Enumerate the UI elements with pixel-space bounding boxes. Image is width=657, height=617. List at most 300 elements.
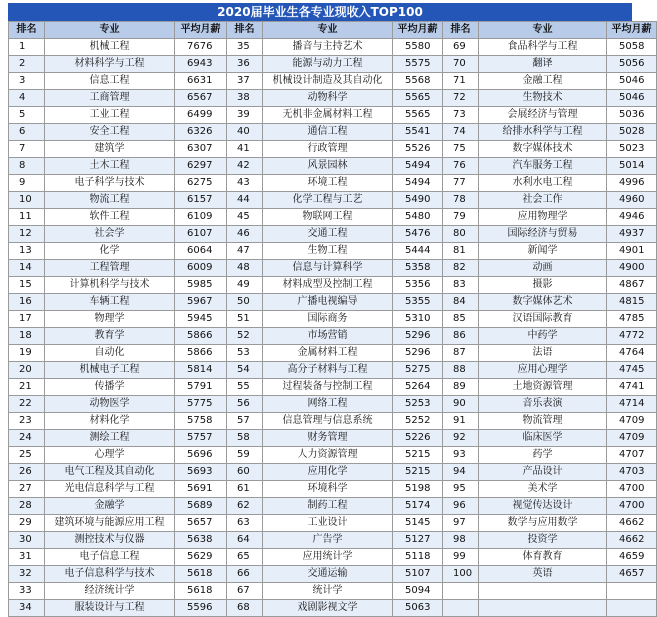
salary-cell: 5127 [393, 532, 443, 549]
rank-cell: 61 [227, 481, 263, 498]
rank-cell: 47 [227, 243, 263, 260]
rank-cell: 79 [443, 209, 479, 226]
salary-cell: 5058 [607, 39, 657, 56]
salary-cell: 4745 [607, 362, 657, 379]
table-row [9, 56, 657, 73]
rank-cell: 24 [9, 430, 45, 447]
table-row [9, 566, 657, 583]
salary-table [8, 21, 657, 617]
rank-cell: 69 [443, 39, 479, 56]
rank-cell: 45 [227, 209, 263, 226]
major-cell: 软件工程 [45, 209, 175, 226]
major-cell: 教育学 [45, 328, 175, 345]
rank-cell: 50 [227, 294, 263, 311]
salary-cell: 4709 [607, 430, 657, 447]
table-row [9, 175, 657, 192]
rank-cell: 85 [443, 311, 479, 328]
header-major: 专业 [263, 22, 393, 39]
major-cell: 能源与动力工程 [263, 56, 393, 73]
rank-cell: 54 [227, 362, 263, 379]
salary-cell: 5215 [393, 464, 443, 481]
major-cell: 生物工程 [263, 243, 393, 260]
rank-cell: 1 [9, 39, 45, 56]
rank-cell: 12 [9, 226, 45, 243]
salary-cell: 5696 [175, 447, 227, 464]
salary-ranking-sheet [8, 3, 652, 617]
rank-cell: 20 [9, 362, 45, 379]
major-cell: 投资学 [479, 532, 607, 549]
salary-cell: 5023 [607, 141, 657, 158]
salary-cell: 5541 [393, 124, 443, 141]
major-cell: 中药学 [479, 328, 607, 345]
major-cell: 应用统计学 [263, 549, 393, 566]
salary-cell: 5107 [393, 566, 443, 583]
rank-cell: 15 [9, 277, 45, 294]
major-cell: 产品设计 [479, 464, 607, 481]
major-cell: 过程装备与控制工程 [263, 379, 393, 396]
major-cell: 环境科学 [263, 481, 393, 498]
rank-cell: 41 [227, 141, 263, 158]
table-row [9, 430, 657, 447]
rank-cell: 34 [9, 600, 45, 617]
rank-cell: 71 [443, 73, 479, 90]
salary-cell: 5629 [175, 549, 227, 566]
rank-cell: 83 [443, 277, 479, 294]
major-cell: 汽车服务工程 [479, 158, 607, 175]
salary-cell: 5056 [607, 56, 657, 73]
major-cell: 临床医学 [479, 430, 607, 447]
major-cell: 电子信息工程 [45, 549, 175, 566]
table-row [9, 498, 657, 515]
major-cell: 应用心理学 [479, 362, 607, 379]
salary-cell: 4709 [607, 413, 657, 430]
rank-cell: 63 [227, 515, 263, 532]
major-cell: 动物医学 [45, 396, 175, 413]
major-cell: 广播电视编导 [263, 294, 393, 311]
major-cell: 交通运输 [263, 566, 393, 583]
salary-cell: 5063 [393, 600, 443, 617]
major-cell: 信息与计算科学 [263, 260, 393, 277]
rank-cell: 42 [227, 158, 263, 175]
major-cell: 传播学 [45, 379, 175, 396]
major-cell: 光电信息科学与工程 [45, 481, 175, 498]
major-cell: 食品科学与工程 [479, 39, 607, 56]
major-cell: 新闻学 [479, 243, 607, 260]
rank-cell: 66 [227, 566, 263, 583]
major-cell: 工程管理 [45, 260, 175, 277]
table-row [9, 192, 657, 209]
salary-cell: 5526 [393, 141, 443, 158]
salary-cell: 4960 [607, 192, 657, 209]
major-cell: 数字媒体艺术 [479, 294, 607, 311]
salary-cell: 4772 [607, 328, 657, 345]
rank-cell: 13 [9, 243, 45, 260]
salary-cell: 5689 [175, 498, 227, 515]
salary-cell: 5356 [393, 277, 443, 294]
salary-cell: 4815 [607, 294, 657, 311]
major-cell: 网络工程 [263, 396, 393, 413]
salary-cell: 5758 [175, 413, 227, 430]
rank-cell: 88 [443, 362, 479, 379]
major-cell [479, 583, 607, 600]
rank-cell: 55 [227, 379, 263, 396]
major-cell: 英语 [479, 566, 607, 583]
major-cell: 人力资源管理 [263, 447, 393, 464]
table-row [9, 226, 657, 243]
major-cell: 金融工程 [479, 73, 607, 90]
rank-cell: 21 [9, 379, 45, 396]
rank-cell: 4 [9, 90, 45, 107]
rank-cell: 39 [227, 107, 263, 124]
salary-cell: 5618 [175, 583, 227, 600]
header-row [9, 22, 657, 39]
major-cell: 会展经济与管理 [479, 107, 607, 124]
salary-cell: 5814 [175, 362, 227, 379]
salary-cell: 5118 [393, 549, 443, 566]
salary-cell: 4662 [607, 515, 657, 532]
major-cell: 应用物理学 [479, 209, 607, 226]
major-cell: 信息工程 [45, 73, 175, 90]
rank-cell: 70 [443, 56, 479, 73]
salary-cell: 6275 [175, 175, 227, 192]
major-cell: 体育教育 [479, 549, 607, 566]
salary-cell: 5355 [393, 294, 443, 311]
table-row [9, 481, 657, 498]
salary-cell: 5226 [393, 430, 443, 447]
salary-cell: 6107 [175, 226, 227, 243]
salary-cell: 5565 [393, 107, 443, 124]
rank-cell: 98 [443, 532, 479, 549]
salary-cell: 4700 [607, 498, 657, 515]
rank-cell: 89 [443, 379, 479, 396]
major-cell: 社会学 [45, 226, 175, 243]
major-cell: 化学 [45, 243, 175, 260]
rank-cell: 6 [9, 124, 45, 141]
major-cell: 物流工程 [45, 192, 175, 209]
rank-cell: 67 [227, 583, 263, 600]
major-cell: 动物科学 [263, 90, 393, 107]
table-row [9, 362, 657, 379]
salary-cell: 5791 [175, 379, 227, 396]
rank-cell: 82 [443, 260, 479, 277]
major-cell: 自动化 [45, 345, 175, 362]
salary-cell: 4764 [607, 345, 657, 362]
salary-cell: 4996 [607, 175, 657, 192]
salary-cell: 4657 [607, 566, 657, 583]
rank-cell: 86 [443, 328, 479, 345]
major-cell: 行政管理 [263, 141, 393, 158]
table-row [9, 515, 657, 532]
rank-cell: 46 [227, 226, 263, 243]
salary-cell: 5198 [393, 481, 443, 498]
table-row [9, 124, 657, 141]
salary-cell: 5490 [393, 192, 443, 209]
table-body [9, 39, 657, 617]
table-row [9, 39, 657, 56]
major-cell: 金属材料工程 [263, 345, 393, 362]
major-cell: 土地资源管理 [479, 379, 607, 396]
table-row [9, 209, 657, 226]
salary-cell: 4700 [607, 481, 657, 498]
rank-cell: 76 [443, 158, 479, 175]
rank-cell: 16 [9, 294, 45, 311]
table-row [9, 345, 657, 362]
major-cell: 车辆工程 [45, 294, 175, 311]
salary-cell: 5296 [393, 345, 443, 362]
table-row [9, 600, 657, 617]
rank-cell: 28 [9, 498, 45, 515]
salary-cell: 5253 [393, 396, 443, 413]
rank-cell: 43 [227, 175, 263, 192]
salary-cell: 4937 [607, 226, 657, 243]
major-cell: 药学 [479, 447, 607, 464]
table-row [9, 158, 657, 175]
rank-cell: 91 [443, 413, 479, 430]
rank-cell: 19 [9, 345, 45, 362]
header-salary: 平均月薪 [607, 22, 657, 39]
salary-cell: 6943 [175, 56, 227, 73]
rank-cell: 62 [227, 498, 263, 515]
major-cell: 测控技术与仪器 [45, 532, 175, 549]
major-cell: 物理学 [45, 311, 175, 328]
salary-cell: 6326 [175, 124, 227, 141]
rank-cell: 81 [443, 243, 479, 260]
table-row [9, 396, 657, 413]
major-cell: 美术学 [479, 481, 607, 498]
major-cell: 经济统计学 [45, 583, 175, 600]
major-cell: 数学与应用数学 [479, 515, 607, 532]
salary-cell [607, 600, 657, 617]
salary-cell: 5693 [175, 464, 227, 481]
major-cell: 服装设计与工程 [45, 600, 175, 617]
major-cell: 金融学 [45, 498, 175, 515]
major-cell: 高分子材料与工程 [263, 362, 393, 379]
rank-cell: 73 [443, 107, 479, 124]
major-cell: 计算机科学与技术 [45, 277, 175, 294]
rank-cell: 23 [9, 413, 45, 430]
rank-cell: 51 [227, 311, 263, 328]
major-cell: 通信工程 [263, 124, 393, 141]
major-cell: 音乐表演 [479, 396, 607, 413]
salary-cell: 6307 [175, 141, 227, 158]
rank-cell: 26 [9, 464, 45, 481]
salary-cell: 6631 [175, 73, 227, 90]
major-cell: 生物技术 [479, 90, 607, 107]
major-cell: 材料科学与工程 [45, 56, 175, 73]
rank-cell: 30 [9, 532, 45, 549]
rank-cell: 3 [9, 73, 45, 90]
salary-cell: 5036 [607, 107, 657, 124]
salary-cell: 5174 [393, 498, 443, 515]
major-cell: 机械工程 [45, 39, 175, 56]
rank-cell: 78 [443, 192, 479, 209]
major-cell: 法语 [479, 345, 607, 362]
rank-cell: 31 [9, 549, 45, 566]
rank-cell: 53 [227, 345, 263, 362]
major-cell: 工业工程 [45, 107, 175, 124]
table-row [9, 583, 657, 600]
salary-cell: 5028 [607, 124, 657, 141]
major-cell: 财务管理 [263, 430, 393, 447]
rank-cell: 93 [443, 447, 479, 464]
salary-cell: 5444 [393, 243, 443, 260]
major-cell: 播音与主持艺术 [263, 39, 393, 56]
rank-cell: 25 [9, 447, 45, 464]
major-cell: 数字媒体技术 [479, 141, 607, 158]
salary-cell: 4662 [607, 532, 657, 549]
salary-cell: 4901 [607, 243, 657, 260]
rank-cell: 72 [443, 90, 479, 107]
major-cell: 动画 [479, 260, 607, 277]
table-row [9, 447, 657, 464]
salary-cell: 5565 [393, 90, 443, 107]
major-cell: 戏剧影视文学 [263, 600, 393, 617]
major-cell: 环境工程 [263, 175, 393, 192]
rank-cell: 58 [227, 430, 263, 447]
salary-cell: 7676 [175, 39, 227, 56]
major-cell: 材料化学 [45, 413, 175, 430]
rank-cell [443, 583, 479, 600]
table-row [9, 294, 657, 311]
salary-cell: 5775 [175, 396, 227, 413]
salary-cell: 5046 [607, 73, 657, 90]
salary-cell: 4703 [607, 464, 657, 481]
rank-cell: 56 [227, 396, 263, 413]
salary-cell: 5296 [393, 328, 443, 345]
salary-cell: 5252 [393, 413, 443, 430]
salary-cell: 5310 [393, 311, 443, 328]
table-row [9, 107, 657, 124]
salary-cell: 4659 [607, 549, 657, 566]
salary-cell: 5046 [607, 90, 657, 107]
major-cell: 制药工程 [263, 498, 393, 515]
table-row [9, 328, 657, 345]
major-cell: 物流管理 [479, 413, 607, 430]
major-cell: 水利水电工程 [479, 175, 607, 192]
major-cell: 电气工程及其自动化 [45, 464, 175, 481]
major-cell: 统计学 [263, 583, 393, 600]
salary-cell: 6064 [175, 243, 227, 260]
rank-cell: 75 [443, 141, 479, 158]
table-row [9, 549, 657, 566]
major-cell: 风景园林 [263, 158, 393, 175]
salary-cell: 4785 [607, 311, 657, 328]
major-cell: 心理学 [45, 447, 175, 464]
major-cell: 化学工程与工艺 [263, 192, 393, 209]
salary-cell: 5358 [393, 260, 443, 277]
major-cell [479, 600, 607, 617]
rank-cell: 100 [443, 566, 479, 583]
salary-cell: 6109 [175, 209, 227, 226]
rank-cell: 35 [227, 39, 263, 56]
rank-cell: 64 [227, 532, 263, 549]
major-cell: 安全工程 [45, 124, 175, 141]
table-row [9, 73, 657, 90]
major-cell: 建筑环境与能源应用工程 [45, 515, 175, 532]
page-title: 2020届毕业生各专业现收入TOP100 [8, 3, 632, 21]
rank-cell: 94 [443, 464, 479, 481]
major-cell: 应用化学 [263, 464, 393, 481]
major-cell: 测绘工程 [45, 430, 175, 447]
major-cell: 建筑学 [45, 141, 175, 158]
major-cell: 工商管理 [45, 90, 175, 107]
salary-cell: 5145 [393, 515, 443, 532]
table-row [9, 260, 657, 277]
major-cell: 翻译 [479, 56, 607, 73]
header-major: 专业 [479, 22, 607, 39]
major-cell: 摄影 [479, 277, 607, 294]
rank-cell: 80 [443, 226, 479, 243]
major-cell: 国际经济与贸易 [479, 226, 607, 243]
rank-cell: 22 [9, 396, 45, 413]
major-cell: 机械设计制造及其自动化 [263, 73, 393, 90]
major-cell: 国际商务 [263, 311, 393, 328]
major-cell: 无机非金属材料工程 [263, 107, 393, 124]
rank-cell: 7 [9, 141, 45, 158]
rank-cell: 59 [227, 447, 263, 464]
salary-cell: 5264 [393, 379, 443, 396]
rank-cell: 92 [443, 430, 479, 447]
salary-cell: 5494 [393, 158, 443, 175]
salary-cell: 5757 [175, 430, 227, 447]
rank-cell: 32 [9, 566, 45, 583]
header-salary: 平均月薪 [393, 22, 443, 39]
rank-cell: 5 [9, 107, 45, 124]
rank-cell: 10 [9, 192, 45, 209]
salary-cell [607, 583, 657, 600]
header-rank: 排名 [227, 22, 263, 39]
rank-cell: 37 [227, 73, 263, 90]
salary-cell: 4714 [607, 396, 657, 413]
salary-cell: 5575 [393, 56, 443, 73]
header-major: 专业 [45, 22, 175, 39]
salary-cell: 5985 [175, 277, 227, 294]
major-cell: 电子科学与技术 [45, 175, 175, 192]
major-cell: 工业设计 [263, 515, 393, 532]
salary-cell: 6499 [175, 107, 227, 124]
salary-cell: 5967 [175, 294, 227, 311]
salary-cell: 5215 [393, 447, 443, 464]
rank-cell [443, 600, 479, 617]
rank-cell: 52 [227, 328, 263, 345]
table-row [9, 311, 657, 328]
rank-cell: 95 [443, 481, 479, 498]
salary-cell: 5476 [393, 226, 443, 243]
salary-cell: 5480 [393, 209, 443, 226]
rank-cell: 29 [9, 515, 45, 532]
salary-cell: 6009 [175, 260, 227, 277]
table-row [9, 413, 657, 430]
table-row [9, 277, 657, 294]
rank-cell: 96 [443, 498, 479, 515]
salary-cell: 4900 [607, 260, 657, 277]
rank-cell: 8 [9, 158, 45, 175]
header-rank: 排名 [9, 22, 45, 39]
salary-cell: 5014 [607, 158, 657, 175]
salary-cell: 5580 [393, 39, 443, 56]
table-row [9, 464, 657, 481]
salary-cell: 4946 [607, 209, 657, 226]
rank-cell: 74 [443, 124, 479, 141]
table-row [9, 379, 657, 396]
major-cell: 土木工程 [45, 158, 175, 175]
salary-cell: 5638 [175, 532, 227, 549]
rank-cell: 38 [227, 90, 263, 107]
major-cell: 电子信息科学与技术 [45, 566, 175, 583]
rank-cell: 77 [443, 175, 479, 192]
header-salary: 平均月薪 [175, 22, 227, 39]
rank-cell: 36 [227, 56, 263, 73]
